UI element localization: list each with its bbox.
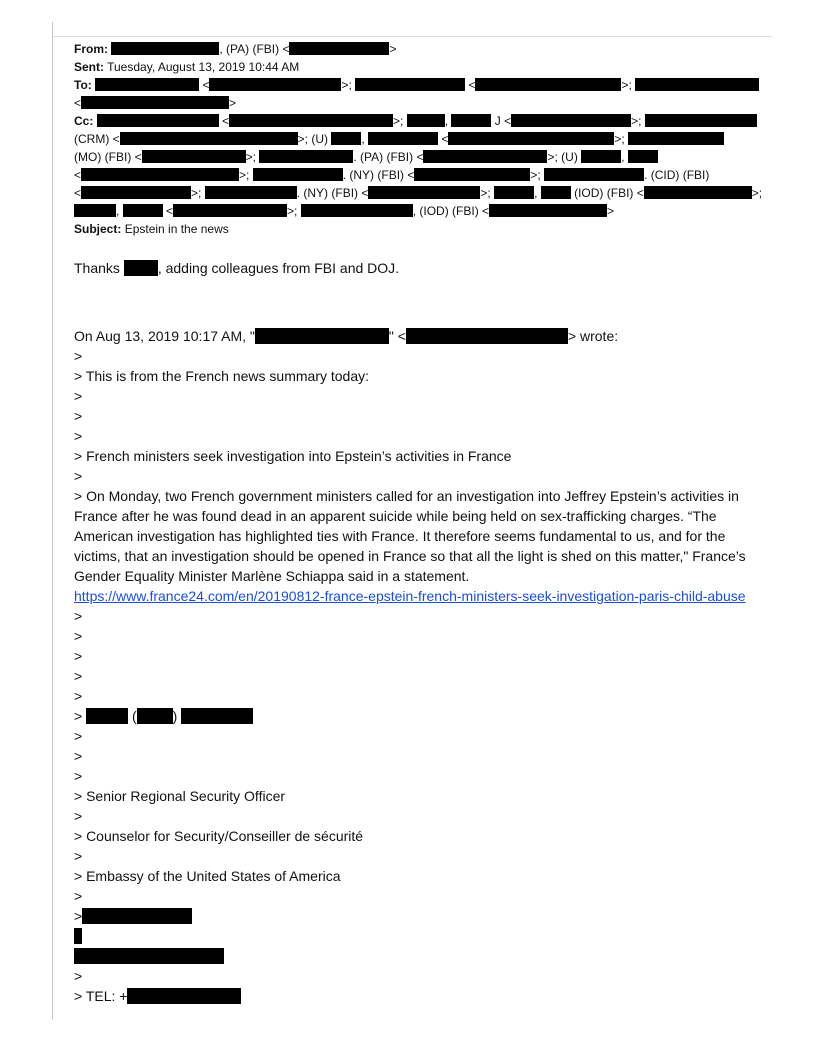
quote-marker: > — [74, 888, 83, 904]
quote-marker: > — [74, 808, 83, 824]
redaction-block — [644, 186, 752, 199]
redaction-block — [205, 186, 297, 199]
redaction-block — [97, 114, 219, 127]
quote-marker: > — [74, 388, 83, 404]
sent-label: Sent: — [74, 60, 104, 74]
redaction-block — [209, 78, 341, 91]
subject-value: Epstein in the news — [124, 222, 229, 236]
redaction-block — [142, 150, 246, 163]
quote-marker: > — [74, 968, 83, 984]
redaction-block — [475, 78, 621, 91]
paren-open: ( — [131, 708, 137, 724]
sent-value: Tuesday, August 13, 2019 10:44 AM — [107, 60, 300, 74]
redaction-block — [355, 78, 465, 91]
cc-ny2: . (NY) (FBI) < — [296, 186, 369, 200]
signature-title-2: > Counselor for Security/Conseiller de sécurité — [74, 828, 364, 844]
redacted-line — [74, 946, 774, 966]
redaction-block — [628, 132, 724, 145]
article-link-line — [74, 586, 774, 606]
to-row-cont: < > — [74, 96, 237, 110]
quote-marker: > — [74, 348, 83, 364]
redaction-block — [259, 150, 353, 163]
redaction-block — [511, 114, 631, 127]
quote-marker: > — [74, 648, 83, 664]
from-row: From: , (PA) (FBI) < > — [74, 42, 397, 56]
signature-title-3: > Embassy of the United States of America — [74, 868, 341, 884]
cc-row-3: (MO) (FBI) < >; . (PA) (FBI) < >; (U) , — [74, 148, 774, 166]
quote-marker: > — [74, 748, 83, 764]
redaction-block — [448, 132, 614, 145]
signature-name-line — [74, 706, 774, 726]
redaction-block — [120, 132, 298, 145]
redaction-block — [74, 948, 224, 964]
redaction-block — [451, 114, 491, 127]
cc-row: Cc: < >; , J < >; — [74, 112, 774, 130]
redaction-block — [124, 260, 158, 276]
from-label: From: — [74, 42, 108, 56]
redaction-block — [181, 708, 253, 724]
redaction-block — [74, 928, 82, 944]
cc-j: J < — [494, 114, 512, 128]
from-suffix: , (PA) (FBI) < — [219, 42, 290, 56]
quote-marker: > — [74, 408, 83, 424]
quote-intro-suffix: > wrote: — [567, 328, 619, 344]
thanks-prefix: Thanks — [74, 260, 120, 276]
redaction-block — [229, 114, 393, 127]
redaction-block — [127, 988, 241, 1004]
redaction-block — [81, 96, 229, 109]
page-left-rule — [52, 22, 53, 1020]
quote-marker: > — [74, 468, 83, 484]
cc-iod1: (IOD) (FBI) < — [574, 186, 644, 200]
redaction-block — [86, 708, 128, 724]
subject-row — [74, 220, 774, 238]
cc-mo: (MO) (FBI) < — [74, 150, 142, 164]
redaction-block — [544, 168, 644, 181]
signature-redacted-line — [74, 906, 774, 926]
cc-row-5: < >; . (NY) (FBI) < >; , (IOD) (FBI) < >; — [74, 186, 763, 200]
to-label: To: — [74, 78, 92, 92]
quote-marker: > — [74, 768, 83, 784]
cc-u1: >; (U) — [297, 132, 329, 146]
redaction-block — [255, 328, 389, 344]
redaction-block — [95, 78, 199, 91]
redaction-block — [581, 150, 621, 163]
signature-title-1: > Senior Regional Security Officer — [74, 788, 286, 804]
redaction-block — [368, 132, 438, 145]
redaction-block — [111, 42, 219, 55]
redaction-block — [81, 186, 191, 199]
thanks-line — [74, 258, 774, 278]
spacer — [74, 306, 774, 326]
redaction-block — [301, 204, 413, 217]
redaction-block — [368, 186, 480, 199]
redaction-block — [74, 204, 116, 217]
thanks-suffix: , adding colleagues from FBI and DOJ. — [157, 260, 400, 276]
sent-row — [74, 58, 774, 76]
redaction-block — [406, 328, 568, 344]
redaction-block — [541, 186, 571, 199]
quote-marker: > — [74, 428, 83, 444]
cc-row-4: < >; . (NY) (FBI) < >; . (CID) (FBI) — [74, 168, 710, 182]
redaction-block — [414, 168, 530, 181]
quote-marker: > — [74, 708, 83, 724]
quote-marker: > — [74, 908, 83, 924]
redaction-block — [331, 132, 361, 145]
cc-iod2: , (IOD) (FBI) < — [412, 204, 490, 218]
redacted-line — [74, 926, 774, 946]
quote-marker: > — [74, 628, 83, 644]
cc-row-6: , < >; , (IOD) (FBI) < > — [74, 202, 774, 220]
redaction-block — [628, 150, 658, 163]
email-body — [74, 258, 774, 1006]
cc-ny1: . (NY) (FBI) < — [342, 168, 415, 182]
redaction-block — [407, 114, 445, 127]
article-paragraph: > On Monday, two French government ministers called for an investigation into Jeffrey Epstein’s activities in France after he was found dead in an apparent suicide while being held on sex-trafficking charges. “The American investigation has highlighted ties with France. It therefore seems fundamental to us, and for the victims, that an investigation should be opened in France so that all the light is shed on this matter," France’s Gender Equality Minister Marlène Schiappa said in a statement. — [74, 488, 746, 584]
redaction-block — [645, 114, 757, 127]
cc-pa: . (PA) (FBI) < — [353, 150, 424, 164]
redaction-block — [423, 150, 547, 163]
quote-marker: > — [74, 668, 83, 684]
redaction-block — [173, 204, 287, 217]
redaction-block — [635, 78, 759, 91]
cc-cid: . (CID) (FBI) — [644, 168, 710, 182]
quote-marker: > — [74, 608, 83, 624]
cc-crm: (CRM) < — [74, 132, 120, 146]
cc-row-2: (CRM) < >; (U) , < >; — [74, 130, 774, 148]
redaction-block — [137, 708, 173, 724]
headline-line: > French ministers seek investigation into Epstein’s activities in France — [74, 448, 512, 464]
email-header — [74, 40, 774, 238]
quote-intro-prefix: On Aug 13, 2019 10:17 AM, " — [74, 328, 255, 344]
redaction-block — [253, 168, 343, 181]
quote-intro-mid: " < — [388, 328, 406, 344]
cc-label: Cc: — [74, 114, 94, 128]
to-row: To: < >; < >; — [74, 76, 774, 94]
quote-marker: > — [74, 728, 83, 744]
redaction-block — [289, 42, 389, 55]
redaction-block — [81, 168, 239, 181]
redaction-block — [123, 204, 163, 217]
tel-prefix: > TEL: + — [74, 988, 128, 1004]
french-summary-line: > This is from the French news summary today: — [74, 368, 370, 384]
article-link[interactable]: https://www.france24.com/en/20190812-france-epstein-french-ministers-seek-investigation-paris-child-abuse — [74, 588, 746, 604]
page-top-rule — [52, 36, 772, 37]
spacer — [74, 278, 774, 306]
redaction-block — [82, 908, 192, 924]
quote-intro — [74, 326, 774, 346]
quote-marker: > — [74, 848, 83, 864]
redaction-block — [489, 204, 607, 217]
redaction-block — [494, 186, 534, 199]
tel-line — [74, 986, 774, 1006]
quote-marker: > — [74, 688, 83, 704]
paren-close: ) — [172, 708, 178, 724]
cc-u2: >; (U) — [547, 150, 578, 164]
subject-label: Subject: — [74, 222, 122, 236]
